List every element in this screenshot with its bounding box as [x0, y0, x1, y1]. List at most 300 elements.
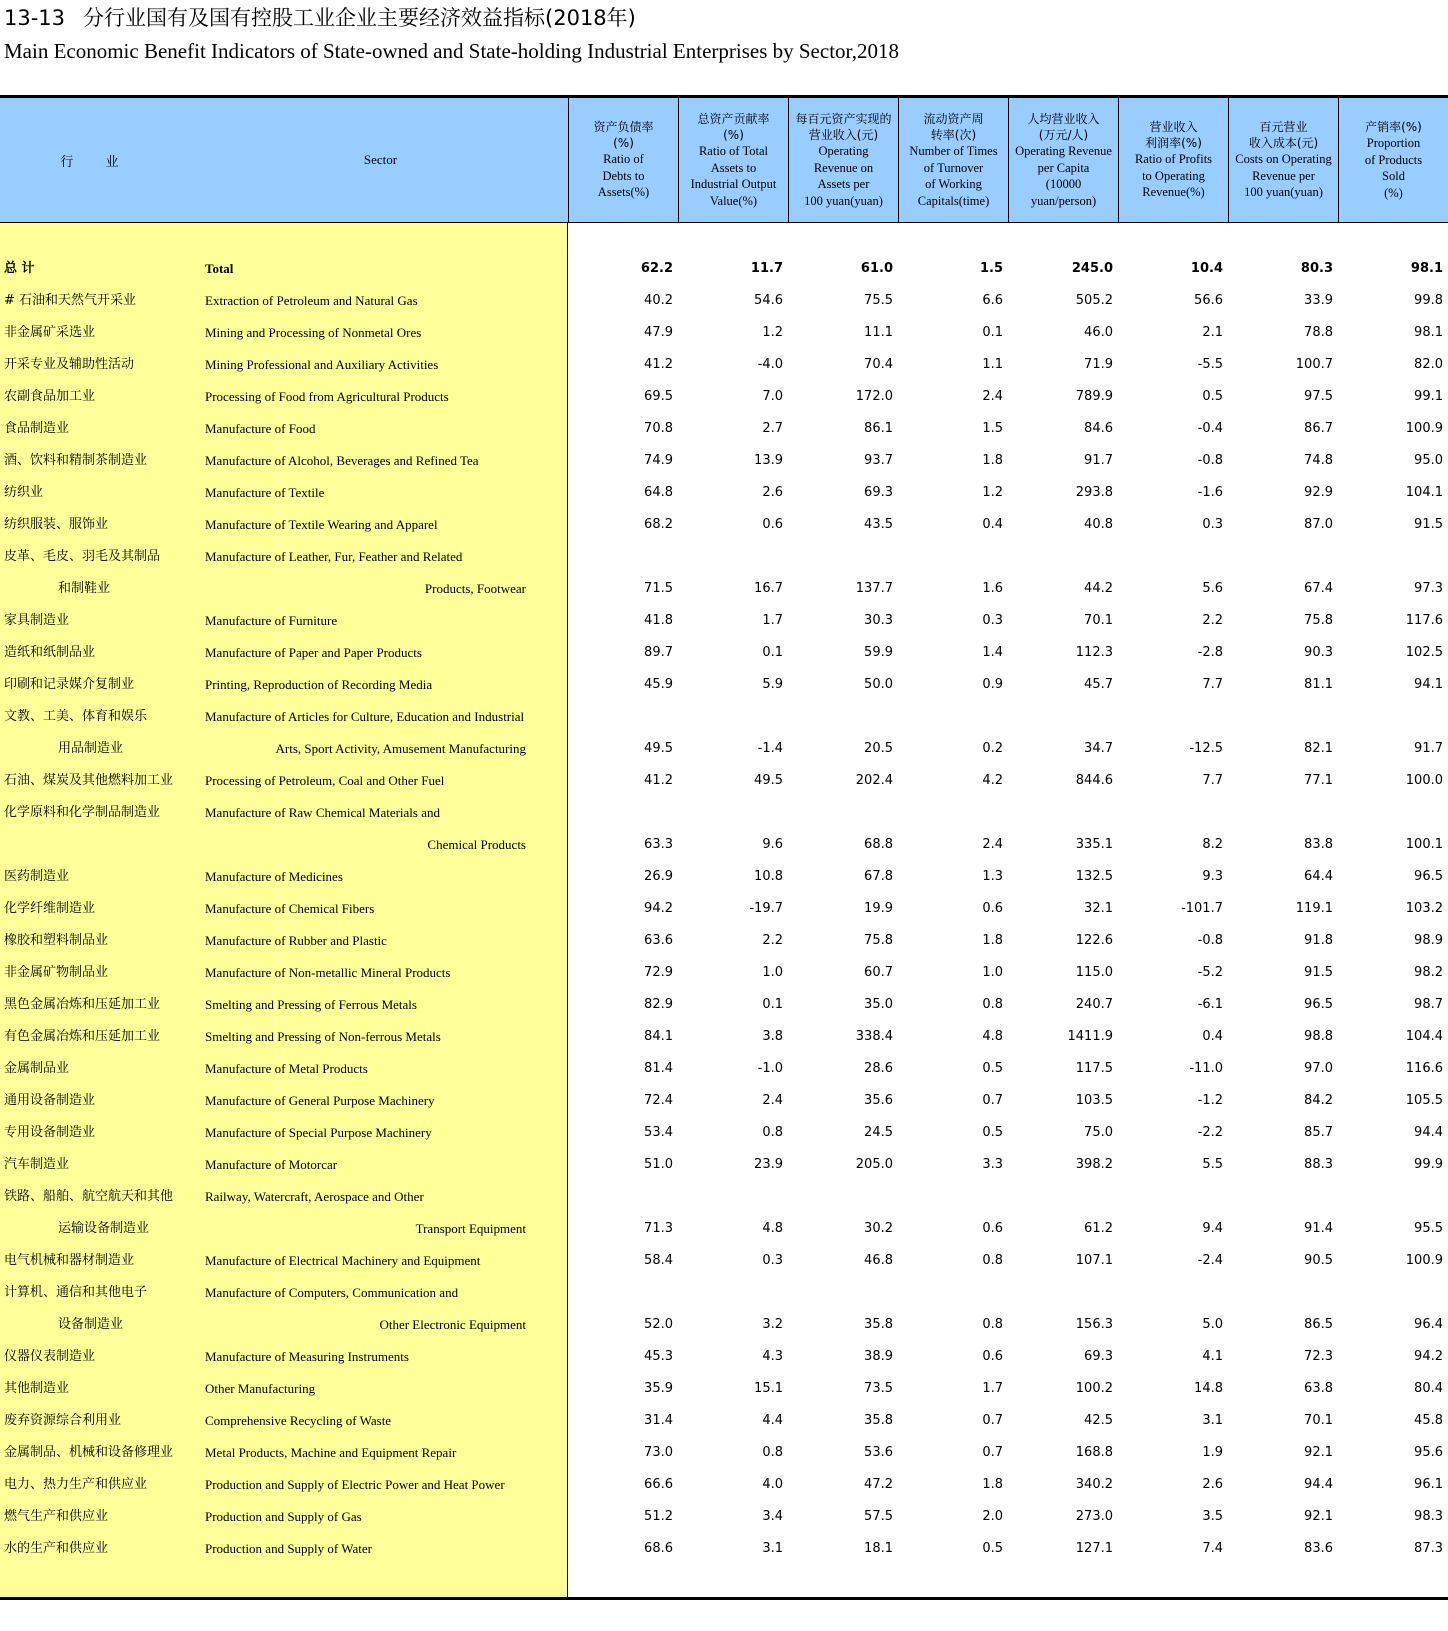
- value-cell: 116.6: [1405, 1061, 1443, 1076]
- value-cell: 0.8: [982, 1253, 1003, 1268]
- table-row: [0, 958, 1448, 990]
- header-column-2: [678, 98, 788, 222]
- value-cell: 67.8: [864, 869, 893, 884]
- value-cell: 70.4: [864, 357, 893, 372]
- sector-name-en: Manufacture of Metal Products: [205, 1061, 368, 1076]
- value-cell: 63.6: [644, 933, 673, 948]
- value-cell: -2.8: [1197, 645, 1223, 660]
- value-cell: 844.6: [1075, 773, 1113, 788]
- sector-name-cn: 电气机械和器材制造业: [4, 1253, 135, 1268]
- value-cell: 102.5: [1405, 645, 1443, 660]
- header-sector-en: Sector: [363, 152, 398, 167]
- value-cell: 58.4: [644, 1253, 673, 1268]
- value-cell: 7.4: [1202, 1541, 1223, 1556]
- table-row: [0, 830, 1448, 862]
- value-cell: 4.4: [762, 1413, 783, 1428]
- table-row: [0, 1310, 1448, 1342]
- value-cell: 87.0: [1304, 517, 1333, 532]
- sector-name-en: Manufacture of Rubber and Plastic: [205, 933, 387, 948]
- header-en-line: yuan/person): [1030, 193, 1097, 208]
- sector-name-en: Manufacture of General Purpose Machinery: [205, 1093, 435, 1108]
- sector-name-en: Arts, Sport Activity, Amusement Manufacturing: [275, 741, 526, 756]
- value-cell: 53.6: [864, 1445, 893, 1460]
- header-en-line: to Operating: [1142, 168, 1205, 183]
- sector-name-cn: 燃气生产和供应业: [4, 1509, 109, 1524]
- value-cell: 0.4: [1202, 1029, 1223, 1044]
- value-cell: 132.5: [1075, 869, 1113, 884]
- value-cell: 98.1: [1410, 261, 1443, 276]
- value-cell: 91.4: [1304, 1221, 1333, 1236]
- table-title-en: Main Economic Benefit Indicators of State-owned and State-holding Industrial Enterprises by Sector,2018: [4, 39, 899, 63]
- value-cell: 4.8: [762, 1221, 783, 1236]
- value-cell: 0.1: [762, 997, 783, 1012]
- header-en-line: Sold: [1382, 169, 1405, 183]
- table-row: [0, 638, 1448, 670]
- header-cn-line: 产销率(%): [1365, 120, 1422, 134]
- value-cell: 81.1: [1304, 677, 1333, 692]
- sector-name-cn: 总 计: [4, 261, 35, 276]
- value-cell: -0.8: [1197, 453, 1223, 468]
- value-cell: 91.5: [1304, 965, 1333, 980]
- value-cell: 51.2: [644, 1509, 673, 1524]
- value-cell: 5.0: [1202, 1317, 1223, 1332]
- sector-name-cn: 计算机、通信和其他电子: [4, 1285, 148, 1300]
- value-cell: 10.8: [754, 869, 783, 884]
- header-en-line: of Turnover: [923, 160, 984, 175]
- header-cn-line: (%): [613, 136, 634, 151]
- value-cell: 4.2: [982, 773, 1003, 788]
- value-cell: 56.6: [1194, 293, 1223, 308]
- table-row: [0, 510, 1448, 542]
- value-cell: 3.1: [1202, 1413, 1223, 1428]
- value-cell: 20.5: [864, 741, 893, 756]
- value-cell: 45.3: [644, 1349, 673, 1364]
- header-cn-line: 总资产贡献率: [697, 112, 770, 126]
- value-cell: 62.2: [640, 261, 673, 276]
- value-cell: 1.9: [1202, 1445, 1223, 1460]
- sector-name-cn: 运输设备制造业: [58, 1221, 150, 1236]
- sector-name-en: Manufacture of Electrical Machinery and Equipment: [205, 1253, 481, 1268]
- value-cell: 9.6: [762, 837, 783, 852]
- value-cell: 93.7: [864, 453, 893, 468]
- header-cn-line: 收入成本(元): [1248, 136, 1319, 151]
- value-cell: 95.6: [1414, 1445, 1443, 1460]
- value-cell: 0.6: [982, 1221, 1003, 1236]
- table-row: [0, 702, 1448, 734]
- value-cell: 7.7: [1202, 773, 1223, 788]
- value-cell: 49.5: [754, 773, 783, 788]
- sector-name-cn: 非金属矿物制品业: [4, 965, 109, 980]
- sector-name-cn: 石油、煤炭及其他燃料加工业: [4, 773, 174, 788]
- value-cell: 34.7: [1084, 741, 1113, 756]
- sector-name-en: Manufacture of Computers, Communication and: [205, 1285, 459, 1300]
- value-cell: 1.7: [982, 1381, 1003, 1396]
- value-cell: 33.9: [1304, 293, 1333, 308]
- value-cell: 0.8: [982, 997, 1003, 1012]
- value-cell: 64.8: [644, 485, 673, 500]
- value-cell: 0.8: [762, 1125, 783, 1140]
- table-row: [0, 862, 1448, 894]
- value-cell: 84.2: [1304, 1093, 1333, 1108]
- sector-name-cn: 用品制造业: [58, 741, 124, 756]
- value-cell: -19.7: [749, 901, 783, 916]
- value-cell: 5.9: [762, 677, 783, 692]
- value-cell: 53.4: [644, 1125, 673, 1140]
- header-column-3: [788, 98, 898, 222]
- value-cell: 91.5: [1414, 517, 1443, 532]
- value-cell: -0.4: [1197, 421, 1223, 436]
- value-cell: 75.8: [864, 933, 893, 948]
- value-cell: 1.0: [982, 965, 1003, 980]
- value-cell: 202.4: [855, 773, 893, 788]
- table-row: [0, 318, 1448, 350]
- value-cell: 80.3: [1300, 261, 1333, 276]
- table-row: [0, 1022, 1448, 1054]
- value-cell: 94.2: [1414, 1349, 1443, 1364]
- value-cell: 41.2: [644, 357, 673, 372]
- table-row: [0, 766, 1448, 798]
- header-en-line: Proportion: [1366, 136, 1421, 150]
- value-cell: 3.4: [762, 1509, 783, 1524]
- value-cell: 0.6: [982, 1349, 1003, 1364]
- value-cell: 38.9: [864, 1349, 893, 1364]
- table-row: [0, 478, 1448, 510]
- value-cell: 61.0: [860, 261, 893, 276]
- value-cell: 85.7: [1304, 1125, 1333, 1140]
- value-cell: 97.5: [1304, 389, 1333, 404]
- sector-name-en: Manufacture of Measuring Instruments: [205, 1349, 409, 1364]
- value-cell: 112.3: [1075, 645, 1113, 660]
- value-cell: 2.4: [762, 1093, 783, 1108]
- value-cell: 5.5: [1202, 1157, 1223, 1172]
- sector-name-en: Mining Professional and Auxiliary Activities: [205, 357, 439, 372]
- total-row: [0, 254, 1448, 286]
- sector-name-en: Manufacture of Textile Wearing and Apparel: [205, 517, 438, 532]
- sector-name-cn: 废弃资源综合利用业: [4, 1413, 122, 1428]
- table-row: [0, 1246, 1448, 1278]
- value-cell: 35.8: [864, 1317, 893, 1332]
- table-row: [0, 606, 1448, 638]
- sector-name-cn: 开采专业及辅助性活动: [4, 357, 135, 372]
- sector-name-cn: 水的生产和供应业: [4, 1541, 109, 1556]
- value-cell: 91.7: [1084, 453, 1113, 468]
- value-cell: 94.1: [1414, 677, 1443, 692]
- value-cell: 90.3: [1304, 645, 1333, 660]
- sector-name-cn: 纺织业: [4, 485, 44, 500]
- value-cell: 94.4: [1414, 1125, 1443, 1140]
- value-cell: -1.4: [757, 741, 783, 756]
- header-column-8: [1338, 98, 1448, 222]
- table-row: [0, 1118, 1448, 1150]
- sector-name-cn: 有色金属冶炼和压延加工业: [4, 1029, 161, 1044]
- value-cell: 61.2: [1084, 1221, 1113, 1236]
- table-row: [0, 382, 1448, 414]
- value-cell: 74.8: [1304, 453, 1333, 468]
- value-cell: 1.7: [762, 613, 783, 628]
- value-cell: 41.8: [644, 613, 673, 628]
- sector-name-cn: 电力、热力生产和供应业: [4, 1477, 148, 1492]
- value-cell: 18.1: [864, 1541, 893, 1556]
- sector-name-cn: 通用设备制造业: [4, 1093, 96, 1108]
- sector-name-cn: 专用设备制造业: [4, 1125, 96, 1140]
- header-en-line: Ratio of Total: [698, 144, 768, 158]
- value-cell: 95.5: [1414, 1221, 1443, 1236]
- table-header: [0, 98, 1448, 223]
- sector-name-en: Transport Equipment: [415, 1221, 526, 1236]
- value-cell: 240.7: [1075, 997, 1113, 1012]
- value-cell: 67.4: [1304, 581, 1333, 596]
- table-row: [0, 926, 1448, 958]
- value-cell: 205.0: [855, 1157, 893, 1172]
- value-cell: 42.5: [1084, 1413, 1113, 1428]
- sector-name-en: Manufacture of Food: [205, 421, 316, 436]
- table-row: [0, 446, 1448, 478]
- value-cell: 83.6: [1304, 1541, 1333, 1556]
- table-row: [0, 414, 1448, 446]
- value-cell: 98.8: [1304, 1029, 1333, 1044]
- header-en-line: Number of Times: [909, 144, 998, 158]
- table-row: [0, 1374, 1448, 1406]
- table-row: [0, 1502, 1448, 1534]
- value-cell: -1.0: [757, 1061, 783, 1076]
- sector-name-cn: 非金属矿采选业: [4, 325, 96, 340]
- value-cell: 1.8: [982, 453, 1003, 468]
- value-cell: 63.3: [644, 837, 673, 852]
- value-cell: 100.9: [1405, 421, 1443, 436]
- value-cell: 82.9: [644, 997, 673, 1012]
- header-en-line: Debts to: [602, 168, 645, 183]
- value-cell: 41.2: [644, 773, 673, 788]
- header-en-line: 100 yuan(yuan): [804, 193, 883, 208]
- title-cn-text: 分行业国有及国有控股工业企业主要经济效益指标(2018年): [83, 6, 636, 30]
- header-en-line: per Capita: [1037, 160, 1090, 175]
- bottom-rule: [0, 1597, 1448, 1600]
- value-cell: 10.4: [1190, 261, 1223, 276]
- table-row: [0, 1150, 1448, 1182]
- value-cell: 23.9: [754, 1157, 783, 1172]
- value-cell: 75.5: [864, 293, 893, 308]
- value-cell: 0.6: [762, 517, 783, 532]
- value-cell: 6.6: [982, 293, 1003, 308]
- value-cell: 70.1: [1084, 613, 1113, 628]
- value-cell: 1.3: [982, 869, 1003, 884]
- value-cell: 96.1: [1414, 1477, 1443, 1492]
- value-cell: -6.1: [1197, 997, 1223, 1012]
- value-cell: 45.8: [1414, 1413, 1443, 1428]
- table-row: [0, 1470, 1448, 1502]
- value-cell: 81.4: [644, 1061, 673, 1076]
- sector-name-en: Other Manufacturing: [205, 1381, 316, 1396]
- sector-name-cn: 农副食品加工业: [4, 389, 96, 404]
- sector-name-en: Other Electronic Equipment: [379, 1317, 526, 1332]
- value-cell: 92.1: [1304, 1445, 1333, 1460]
- header-en-line: (%): [1384, 185, 1403, 200]
- value-cell: 1.2: [982, 485, 1003, 500]
- value-cell: 35.6: [864, 1093, 893, 1108]
- table-number: 13-13: [4, 6, 66, 30]
- value-cell: 3.5: [1202, 1509, 1223, 1524]
- value-cell: 1.6: [982, 581, 1003, 596]
- value-cell: 335.1: [1075, 837, 1113, 852]
- value-cell: 0.3: [762, 1253, 783, 1268]
- value-cell: 30.3: [864, 613, 893, 628]
- sector-name-cn: 金属制品业: [4, 1061, 70, 1076]
- value-cell: 92.9: [1304, 485, 1333, 500]
- value-cell: -2.4: [1197, 1253, 1223, 1268]
- value-cell: 71.9: [1084, 357, 1113, 372]
- value-cell: 54.6: [754, 293, 783, 308]
- value-cell: -11.0: [1189, 1061, 1223, 1076]
- header-sector-cn: 行 业: [60, 154, 133, 170]
- value-cell: 1.0: [762, 965, 783, 980]
- value-cell: -1.2: [1197, 1093, 1223, 1108]
- value-cell: 505.2: [1075, 293, 1113, 308]
- value-cell: 3.2: [762, 1317, 783, 1332]
- sector-name-en: Manufacture of Medicines: [205, 869, 343, 884]
- sector-name-cn: 食品制造业: [4, 421, 70, 436]
- sector-name-en: Smelting and Pressing of Non-ferrous Metals: [205, 1029, 441, 1044]
- value-cell: 44.2: [1084, 581, 1113, 596]
- table-body: [0, 254, 1448, 1566]
- value-cell: 1.5: [979, 261, 1003, 276]
- table-row: [0, 1278, 1448, 1310]
- header-cn-line: 营业收入(元): [808, 128, 879, 142]
- value-cell: 96.5: [1304, 997, 1333, 1012]
- value-cell: 273.0: [1075, 1509, 1113, 1524]
- value-cell: 95.0: [1414, 453, 1443, 468]
- sector-name-cn: 皮革、毛皮、羽毛及其制品: [4, 549, 161, 564]
- table-row: [0, 350, 1448, 382]
- sector-name-en: Production and Supply of Gas: [205, 1509, 362, 1524]
- value-cell: 99.1: [1414, 389, 1443, 404]
- header-column-7: [1228, 98, 1338, 222]
- value-cell: 117.5: [1075, 1061, 1113, 1076]
- header-cn-line: 营业收入: [1149, 120, 1198, 135]
- value-cell: 26.9: [644, 869, 673, 884]
- value-cell: 49.5: [644, 741, 673, 756]
- value-cell: 72.3: [1304, 1349, 1333, 1364]
- sector-name-en: Comprehensive Recycling of Waste: [205, 1413, 392, 1428]
- value-cell: 96.5: [1414, 869, 1443, 884]
- header-en-line: Capitals(time): [917, 193, 990, 208]
- value-cell: 1.8: [982, 933, 1003, 948]
- value-cell: 1.8: [982, 1477, 1003, 1492]
- sector-name-cn: 橡胶和塑料制品业: [4, 933, 109, 948]
- value-cell: 14.8: [1194, 1381, 1223, 1396]
- value-cell: 52.0: [644, 1317, 673, 1332]
- value-cell: 68.2: [644, 517, 673, 532]
- value-cell: 94.2: [644, 901, 673, 916]
- value-cell: 40.8: [1084, 517, 1113, 532]
- sector-name-cn: 和制鞋业: [58, 581, 111, 596]
- header-cn-line: 利润率(%): [1145, 136, 1202, 151]
- header-cn-line: 百元营业: [1259, 120, 1308, 135]
- value-cell: 2.4: [982, 837, 1003, 852]
- table-title-cn: [4, 4, 636, 32]
- header-en-line: Assets to: [710, 160, 757, 175]
- sector-name-en: Railway, Watercraft, Aerospace and Other: [205, 1189, 424, 1204]
- value-cell: 107.1: [1075, 1253, 1113, 1268]
- value-cell: 94.4: [1304, 1477, 1333, 1492]
- value-cell: 84.6: [1084, 421, 1113, 436]
- value-cell: 0.1: [982, 325, 1003, 340]
- value-cell: 1.4: [982, 645, 1003, 660]
- value-cell: 4.3: [762, 1349, 783, 1364]
- sector-name-en: Manufacture of Leather, Fur, Feather and Related: [205, 549, 463, 564]
- value-cell: 82.0: [1414, 357, 1443, 372]
- value-cell: 47.9: [644, 325, 673, 340]
- sector-name-cn: 文教、工美、体育和娱乐: [4, 709, 148, 724]
- value-cell: 11.7: [750, 261, 783, 276]
- sector-name-en: Metal Products, Machine and Equipment Repair: [205, 1445, 457, 1460]
- value-cell: 0.8: [982, 1317, 1003, 1332]
- value-cell: 82.1: [1304, 741, 1333, 756]
- value-cell: 60.7: [864, 965, 893, 980]
- value-cell: 30.2: [864, 1221, 893, 1236]
- value-cell: 57.5: [864, 1509, 893, 1524]
- value-cell: 340.2: [1075, 1477, 1113, 1492]
- header-en-line: Industrial Output: [690, 177, 777, 191]
- value-cell: 98.7: [1414, 997, 1443, 1012]
- sector-name-en: Manufacture of Textile: [205, 485, 325, 500]
- value-cell: 398.2: [1075, 1157, 1113, 1172]
- value-cell: 31.4: [644, 1413, 673, 1428]
- value-cell: 47.2: [864, 1477, 893, 1492]
- value-cell: 97.3: [1414, 581, 1443, 596]
- sector-name-cn: 设备制造业: [58, 1317, 124, 1332]
- value-cell: 5.6: [1202, 581, 1223, 596]
- value-cell: 70.8: [644, 421, 673, 436]
- value-cell: 3.3: [982, 1157, 1003, 1172]
- value-cell: 105.5: [1405, 1093, 1443, 1108]
- value-cell: 0.4: [982, 517, 1003, 532]
- header-en-line: Operating Revenue: [1015, 144, 1112, 158]
- value-cell: -0.8: [1197, 933, 1223, 948]
- value-cell: 11.1: [864, 325, 893, 340]
- value-cell: 73.0: [644, 1445, 673, 1460]
- header-cn-line: (万元/人): [1038, 128, 1089, 142]
- header-en-line: Revenue per: [1252, 168, 1315, 183]
- value-cell: -4.0: [757, 357, 783, 372]
- value-cell: 70.1: [1304, 1413, 1333, 1428]
- value-cell: 0.9: [982, 677, 1003, 692]
- value-cell: 69.3: [1084, 1349, 1113, 1364]
- value-cell: 69.5: [644, 389, 673, 404]
- table-row: [0, 734, 1448, 766]
- value-cell: 0.7: [982, 1093, 1003, 1108]
- value-cell: 98.2: [1414, 965, 1443, 980]
- value-cell: 71.3: [644, 1221, 673, 1236]
- header-en-line: of Working: [925, 177, 982, 191]
- value-cell: 78.8: [1304, 325, 1333, 340]
- value-cell: 45.9: [644, 677, 673, 692]
- value-cell: 15.1: [754, 1381, 783, 1396]
- value-cell: 0.5: [982, 1125, 1003, 1140]
- value-cell: 71.5: [644, 581, 673, 596]
- value-cell: -1.6: [1197, 485, 1223, 500]
- sector-name-en: Mining and Processing of Nonmetal Ores: [205, 325, 422, 340]
- value-cell: 2.2: [1202, 613, 1223, 628]
- sector-name-cn: 造纸和纸制品业: [4, 645, 96, 660]
- value-cell: 84.1: [644, 1029, 673, 1044]
- value-cell: 115.0: [1075, 965, 1113, 980]
- sector-name-en: Manufacture of Chemical Fibers: [205, 901, 375, 916]
- value-cell: 97.0: [1304, 1061, 1333, 1076]
- sector-name-cn: 铁路、船舶、航空航天和其他: [4, 1189, 174, 1204]
- value-cell: 13.9: [754, 453, 783, 468]
- sector-name-en: Production and Supply of Water: [205, 1541, 372, 1556]
- value-cell: 19.9: [864, 901, 893, 916]
